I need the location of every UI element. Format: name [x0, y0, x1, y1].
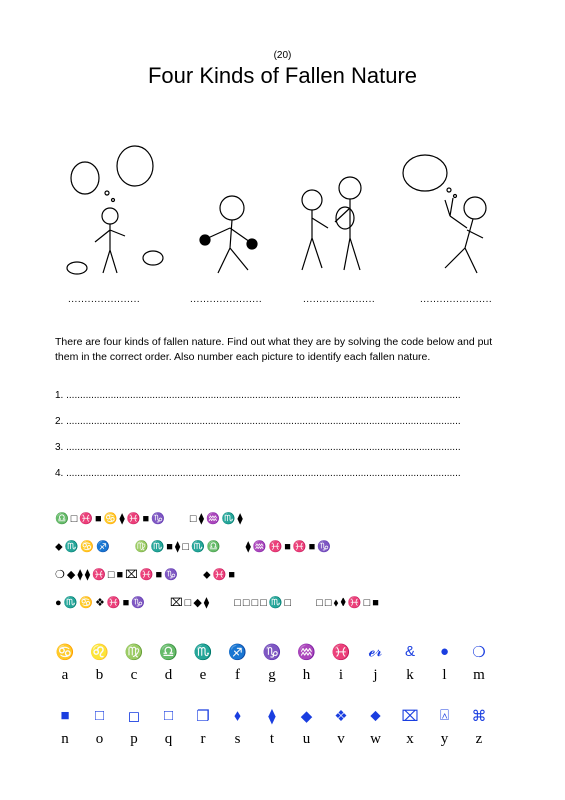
cipher-letter-u: u — [302, 731, 311, 747]
cipher-letter-c: c — [130, 667, 138, 683]
cipher-letter-l: l — [442, 667, 447, 683]
cipher-symbol-d: ♎ — [159, 644, 178, 661]
code-word: ♍♏■⧫□♏♎ — [134, 541, 223, 553]
cipher-symbol-h: ♒ — [297, 644, 316, 661]
cipher-letter-y: y — [440, 731, 449, 747]
cipher-letter-g: g — [268, 667, 276, 683]
cipher-symbol-f: ♐ — [228, 644, 247, 661]
cipher-letter-k: k — [406, 667, 414, 683]
cipher-letter-e: e — [199, 667, 207, 683]
cipher-letter-v: v — [337, 731, 345, 747]
cipher-symbol-k: & — [404, 643, 415, 660]
cipher-symbol-i: ♓ — [331, 644, 351, 661]
answer-line-1[interactable]: 1. .............................................................................................................................................. — [55, 390, 461, 401]
cipher-letter-f: f — [235, 667, 240, 683]
code-word: ⧫♒♓■♓■♑ — [245, 541, 333, 553]
cipher-symbol-z: ⌘ — [471, 708, 487, 725]
code-word: ❍◆⧫⧫♓□■⌧♓■♑ — [55, 569, 180, 581]
cipher-letter-r: r — [200, 731, 206, 747]
illustration-two-boys — [290, 138, 380, 288]
code-word: ⬥♓■ — [202, 569, 237, 581]
code-word: □⧫♒♏⧫ — [189, 513, 245, 525]
cipher-symbol-r: ❐ — [196, 708, 210, 725]
answer-line-2[interactable]: 2. .............................................................................................................................................. — [55, 416, 461, 427]
cipher-letter-n: n — [61, 731, 69, 747]
cipher-symbol-p: ◻ — [127, 708, 141, 725]
cipher-letter-x: x — [406, 731, 414, 747]
code-row-4 — [55, 596, 399, 610]
cipher-letter-o: o — [95, 731, 104, 747]
cipher-letter-p: p — [130, 731, 138, 747]
cipher-letter-t: t — [269, 731, 275, 747]
code-row-1 — [55, 512, 263, 525]
cipher-symbol-g: ♑ — [262, 644, 282, 661]
code-word: ●♏♋❖♓■♑ — [55, 597, 147, 609]
code-word: □□□□♏□ — [234, 597, 294, 609]
cipher-letter-s: s — [234, 731, 241, 747]
cipher-symbol-l: ● — [439, 643, 450, 660]
answer-line-3[interactable]: 3. .............................................................................................................................................. — [55, 442, 461, 453]
instructions-text: There are four kinds of fallen nature. Find out what they are by solving the code below and put them in the correct order. Also number each picture to identify each fallen nature. — [55, 336, 493, 363]
cipher-letter-a: a — [61, 667, 69, 683]
code-word: ♎□♓■♋⧫♓■♑ — [55, 513, 167, 525]
code-word: ⌧□◆⧫ — [170, 597, 212, 609]
cipher-symbol-s: ⬧ — [234, 707, 241, 724]
cipher-symbol-q: □ — [163, 707, 174, 724]
cipher-letter-m: m — [473, 667, 485, 683]
cipher-letter-q: q — [164, 731, 173, 747]
picture-blank-2[interactable]: ...................... — [190, 294, 263, 305]
answer-line-4[interactable]: 4. .............................................................................................................................................. — [55, 468, 461, 479]
page-title: Four Kinds of Fallen Nature — [147, 63, 418, 88]
cipher-symbol-e: ♏ — [193, 644, 213, 661]
cipher-symbol-w: ⬥ — [370, 707, 381, 724]
code-word: ⬥♏♋♐ — [55, 541, 112, 553]
picture-blank-3[interactable]: ...................... — [303, 294, 376, 305]
cipher-symbol-j: 𝓮𝓻 — [368, 643, 383, 660]
cipher-letter-d: d — [164, 667, 173, 683]
illustration-angry-boy — [190, 138, 270, 288]
cipher-symbol-u: ◆ — [300, 708, 313, 725]
cipher-symbol-y: ⍓ — [439, 707, 449, 724]
cipher-symbol-o: □ — [94, 707, 105, 724]
cipher-symbol-t: ⧫ — [268, 708, 276, 725]
cipher-symbol-m: ❍ — [472, 644, 486, 661]
page-number: (20) — [273, 50, 292, 61]
cipher-symbol-a: ♋ — [55, 644, 75, 661]
cipher-letter-j: j — [373, 667, 378, 683]
code-word: □□⬧⧫♓□■ — [316, 597, 381, 609]
cipher-symbol-v: ❖ — [334, 708, 348, 725]
cipher-letter-w: w — [370, 731, 381, 747]
illustration-slingshot-boy — [395, 138, 505, 288]
cipher-letter-z: z — [475, 731, 483, 747]
cipher-letter-b: b — [95, 667, 104, 683]
cipher-symbol-x: ⌧ — [401, 708, 419, 725]
picture-blank-4[interactable]: ...................... — [420, 294, 493, 305]
cipher-letter-h: h — [302, 667, 311, 683]
cipher-symbol-c: ♍ — [124, 644, 144, 661]
code-row-2 — [55, 540, 351, 554]
cipher-symbol-b: ♌ — [90, 644, 109, 661]
illustration-daydreaming-boy — [55, 138, 175, 288]
cipher-symbol-n: ■ — [60, 707, 70, 724]
code-row-3 — [55, 568, 255, 582]
cipher-letter-i: i — [338, 667, 344, 683]
picture-blank-1[interactable]: ...................... — [68, 294, 141, 305]
